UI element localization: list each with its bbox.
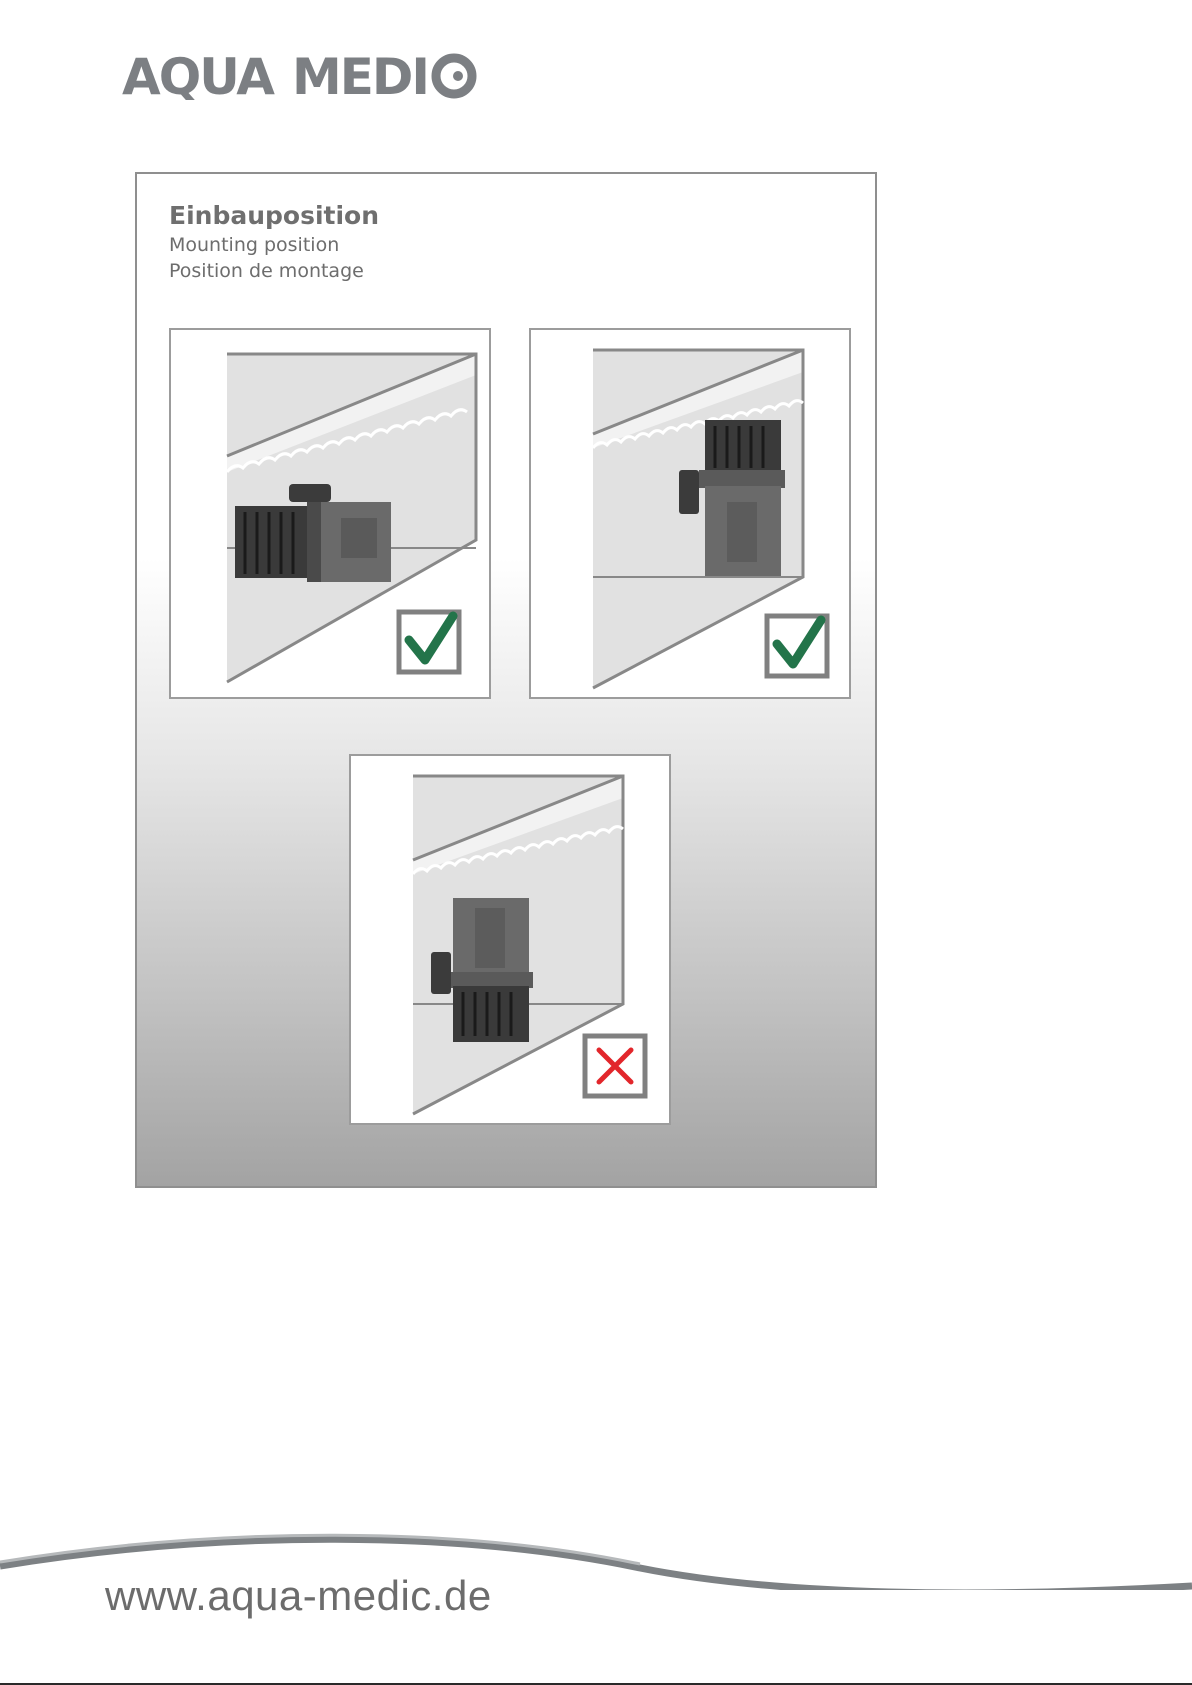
figure-title: Einbauposition [169, 201, 380, 230]
mounting-position-figure [135, 172, 877, 1188]
figure-subtitle-en: Mounting position [169, 234, 340, 256]
website-url[interactable]: www.aqua-medic.de [105, 1572, 492, 1619]
checkmark-icon [767, 616, 827, 676]
panel-vertical-down-wrong [349, 754, 671, 1125]
figure-heading [169, 200, 379, 284]
checkmark-icon [399, 612, 459, 672]
cross-icon [585, 1036, 645, 1096]
panel-horizontal-correct [169, 328, 491, 699]
panel-vertical-up-correct [529, 328, 851, 699]
svg-text:AQUA: AQUA [122, 48, 273, 100]
figure-subtitle-fr: Position de montage [169, 260, 364, 282]
svg-text:MEDI: MEDI [292, 48, 429, 100]
aqua-medic-logo [122, 48, 482, 100]
